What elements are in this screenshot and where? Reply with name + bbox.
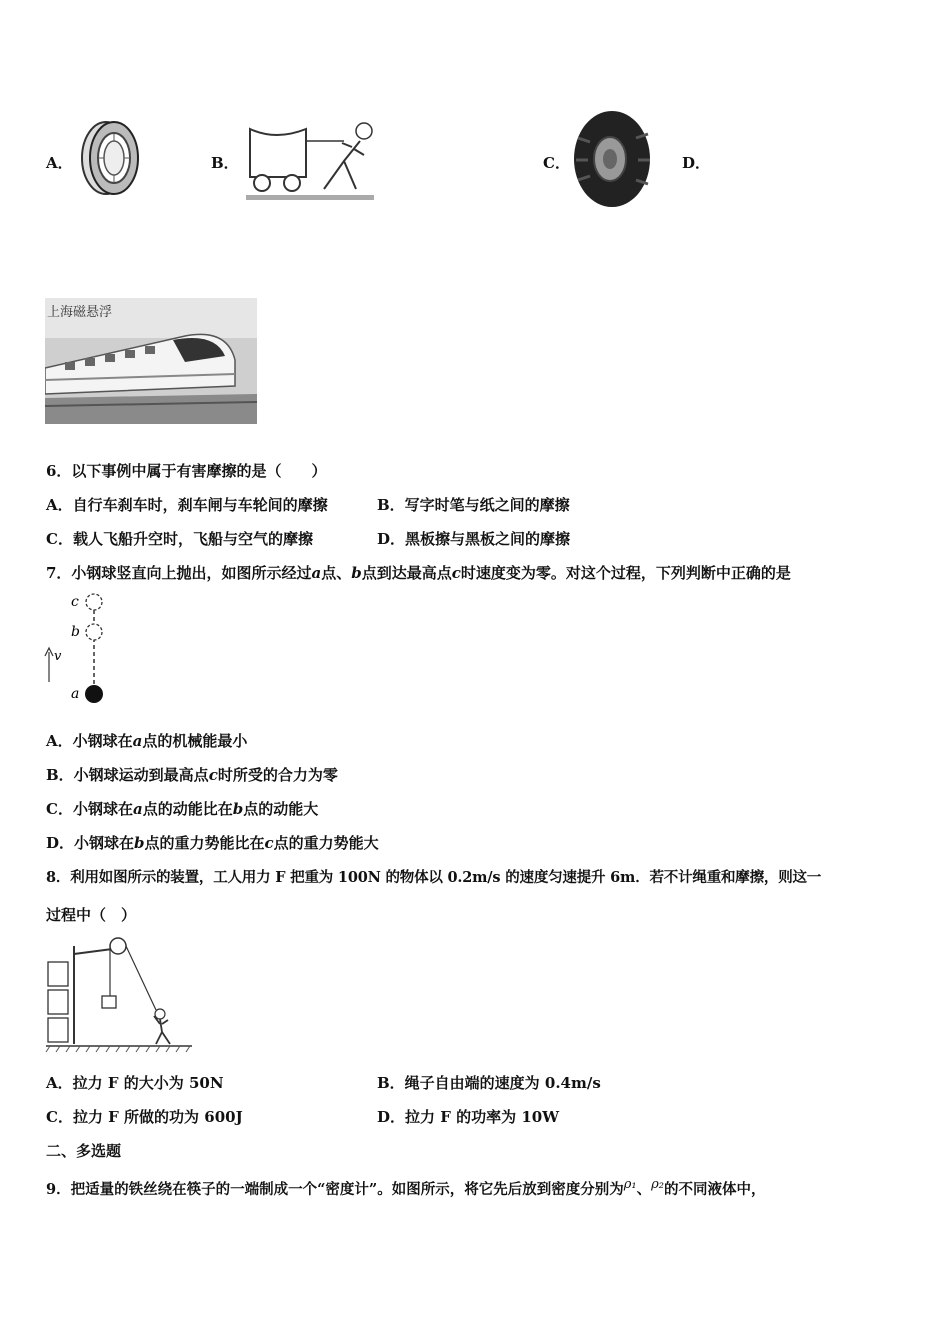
tire-image [570, 108, 654, 210]
cart-pull-image [244, 119, 376, 201]
q8-option-d: D．拉力 F 的功率为 10W [377, 1108, 560, 1126]
q7-option-b: B．小钢球运动到最高点c时所受的合力为零 [46, 766, 338, 784]
q8-option-c: C．拉力 F 所做的功为 600J [46, 1108, 243, 1126]
q7-option-c: C．小钢球在a点的动能比在b点的动能大 [46, 800, 319, 818]
section-title-multiple-choice: 二、多选题 [46, 1142, 122, 1160]
pulley-worker-figure [44, 932, 194, 1056]
ball-trajectory-figure [40, 590, 120, 710]
bearing-image [76, 118, 142, 198]
q6-option-a: A．自行车刹车时，刹车闸与车轮间的摩擦 [46, 496, 328, 514]
maglev-train-image [45, 298, 257, 424]
q7-stem: 7．小钢球竖直向上抛出，如图所示经过a点、b点到达最高点c时速度变为零。对这个过程，下列判断中正确的是 [46, 564, 791, 582]
ball-position-a [85, 685, 103, 703]
maglev-caption: 上海磁悬浮 [47, 305, 113, 320]
q8-stem-line2: 过程中（ ） [46, 906, 137, 924]
label-v: v [54, 649, 62, 664]
ball-position-c [86, 594, 102, 610]
label-a: a [71, 686, 80, 702]
q5-option-b-label: B． [211, 154, 239, 172]
q6-option-b: B．写字时笔与纸之间的摩擦 [377, 496, 570, 514]
q8-stem-line1: 8．利用如图所示的装置，工人用力 F 把重为 100N 的物体以 0.2m/s 的速度匀速提升 6m．若不计绳重和摩擦，则这一 [46, 869, 822, 886]
q6-stem: 6．以下事例中属于有害摩擦的是（ ） [46, 462, 327, 480]
q9-stem: 9．把适量的铁丝绕在筷子的一端制成一个“密度计”。如图所示，将它先后放到密度分别为ρ₁、ρ₂的不同液体中， [46, 1177, 766, 1198]
label-b: b [71, 624, 80, 640]
q7-option-a: A．小钢球在a点的机械能最小 [46, 732, 248, 750]
q6-option-d: D．黑板擦与黑板之间的摩擦 [377, 530, 571, 548]
q6-option-c: C．载人飞船升空时，飞船与空气的摩擦 [46, 530, 313, 548]
label-c: c [71, 594, 79, 610]
q5-option-a-label: A． [46, 154, 73, 172]
q5-option-c-label: C． [543, 154, 570, 172]
q7-option-d: D．小钢球在b点的重力势能比在c点的重力势能大 [46, 834, 379, 852]
pulley-wheel [110, 938, 126, 954]
load-box [102, 996, 116, 1008]
q8-option-b: B．绳子自由端的速度为 0.4m/s [377, 1074, 601, 1092]
q5-option-d-label: D． [682, 154, 711, 172]
q8-option-a: A．拉力 F 的大小为 50N [46, 1074, 224, 1092]
ball-position-b [86, 624, 102, 640]
